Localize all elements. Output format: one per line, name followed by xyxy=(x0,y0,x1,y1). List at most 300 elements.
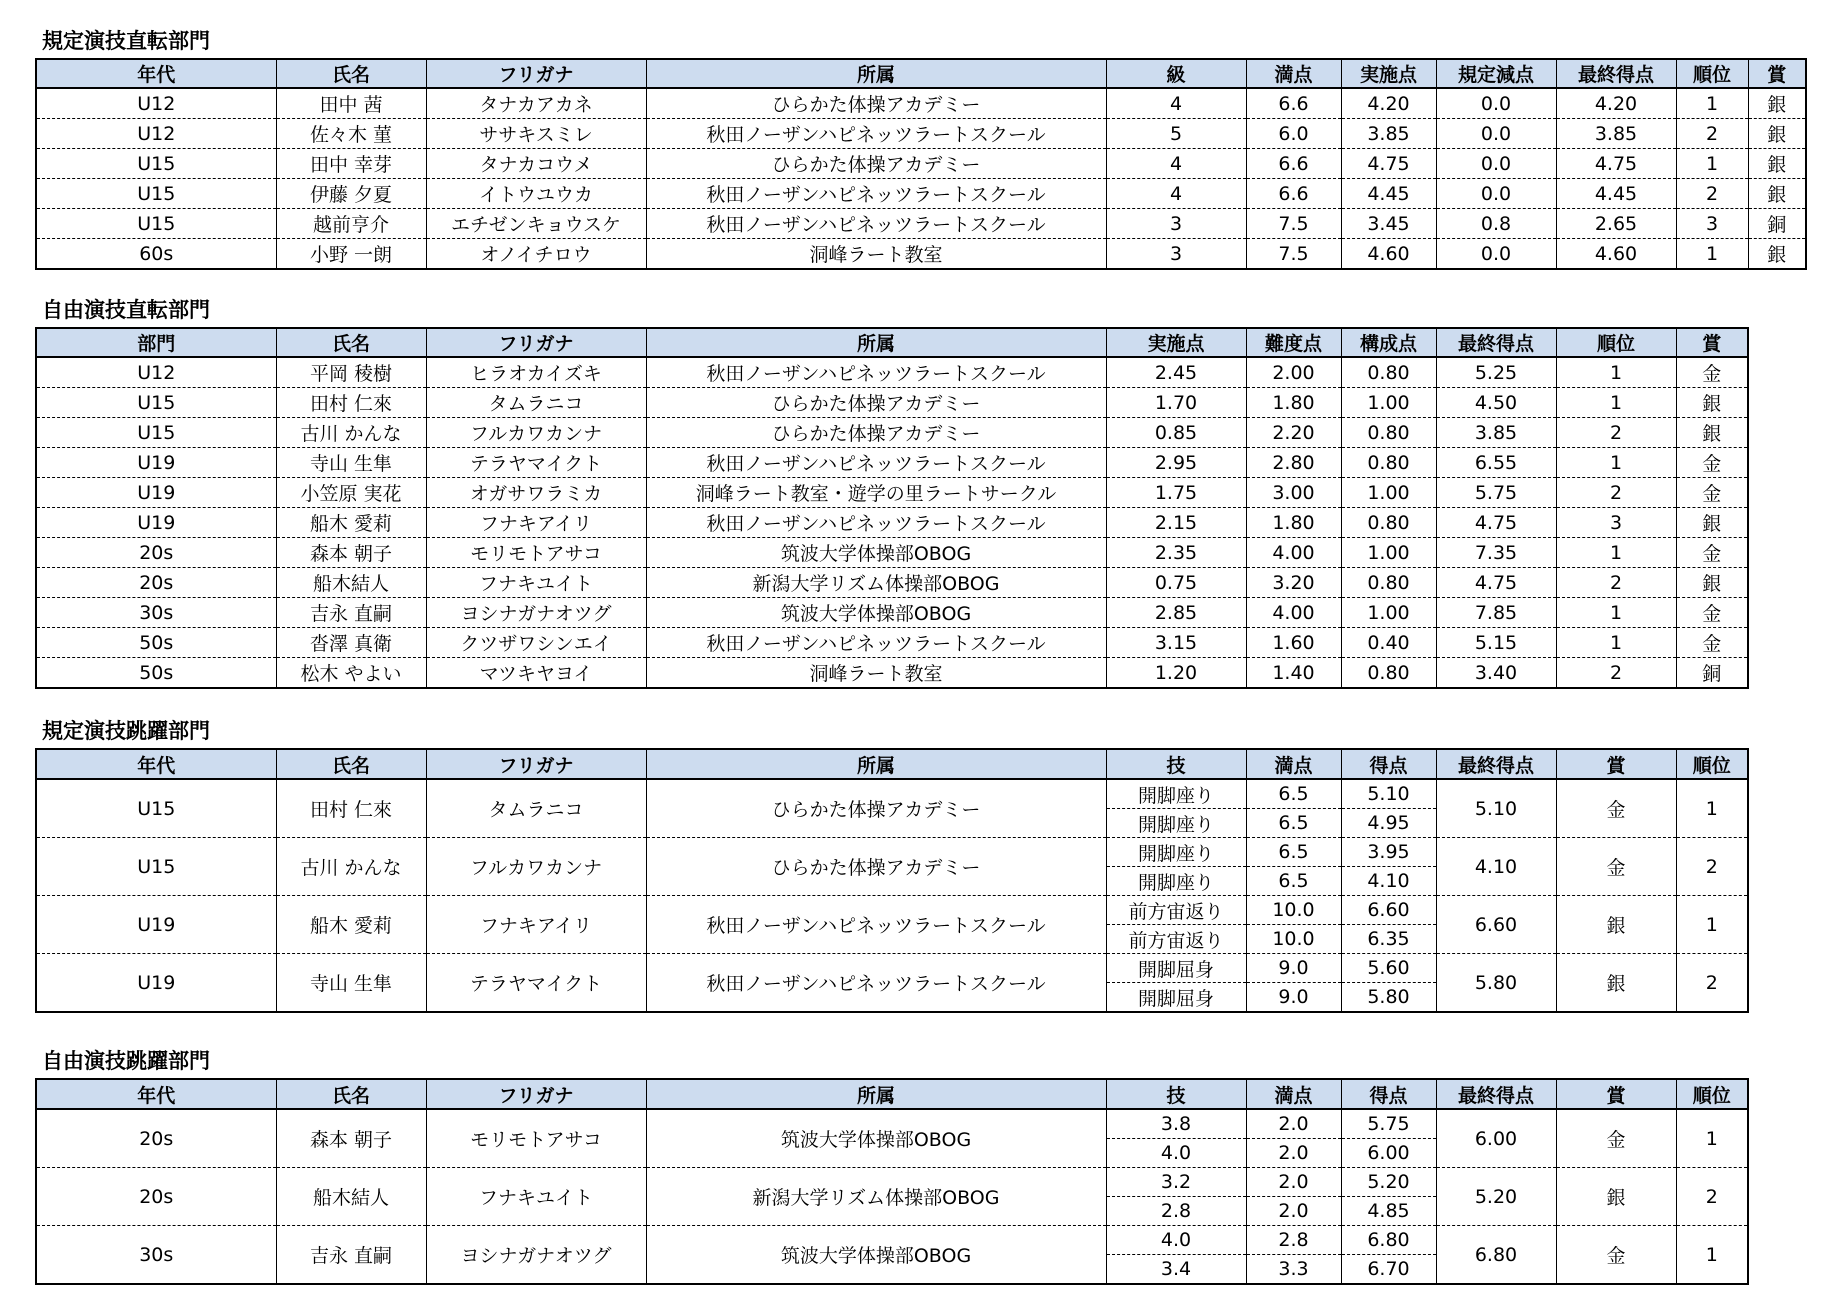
cell-rank: 2 xyxy=(1676,954,1748,1013)
cell-jump-score: 6.70 xyxy=(1341,1255,1436,1285)
header-row xyxy=(36,1079,1748,1109)
table-cell: 4.45 xyxy=(1556,179,1676,209)
cell-name: 寺山 生隼 xyxy=(276,954,426,1013)
table-cell: 2 xyxy=(1676,119,1748,149)
table-cell: 4.75 xyxy=(1341,149,1436,179)
table-cell: 60s xyxy=(36,239,276,270)
cell-jump-max: 10.0 xyxy=(1246,925,1341,954)
table-cell: 0.80 xyxy=(1341,418,1436,448)
table-cell: 平岡 稜樹 xyxy=(276,357,426,388)
cell-jump-score: 6.80 xyxy=(1341,1226,1436,1255)
table-cell: U12 xyxy=(36,357,276,388)
column-header: 最終得点 xyxy=(1436,749,1556,779)
table-cell: 筑波大学体操部OBOG xyxy=(646,538,1106,568)
table-cell: クツザワシンエイ xyxy=(426,628,646,658)
table-row xyxy=(36,1226,1748,1255)
table-cell: 6.6 xyxy=(1246,179,1341,209)
table-cell: 0.75 xyxy=(1106,568,1246,598)
table-row xyxy=(36,179,1806,209)
table-cell: 金 xyxy=(1676,478,1748,508)
cell-final: 6.80 xyxy=(1436,1226,1556,1285)
table-free-jump xyxy=(35,1078,1749,1285)
table-cell: 0.8 xyxy=(1436,209,1556,239)
table-cell: 銅 xyxy=(1748,209,1806,239)
cell-club: 筑波大学体操部OBOG xyxy=(646,1109,1106,1168)
table-cell: イトウユウカ xyxy=(426,179,646,209)
table-cell: 松木 やよい xyxy=(276,658,426,689)
table-cell: 5 xyxy=(1106,119,1246,149)
cell-jump-score: 5.60 xyxy=(1341,954,1436,983)
column-header: 実施点 xyxy=(1341,59,1436,88)
column-header: 年代 xyxy=(36,749,276,779)
table-cell: 0.0 xyxy=(1436,88,1556,119)
table-cell: ササキスミレ xyxy=(426,119,646,149)
cell-club: ひらかた体操アカデミー xyxy=(646,838,1106,896)
table-row xyxy=(36,538,1748,568)
table-cell: 3 xyxy=(1106,239,1246,270)
cell-jump-skill: 開脚屈身 xyxy=(1106,954,1246,983)
table-cell: 森本 朝子 xyxy=(276,538,426,568)
cell-club: 新潟大学リズム体操部OBOG xyxy=(646,1168,1106,1226)
table-row xyxy=(36,628,1748,658)
table-cell: U19 xyxy=(36,478,276,508)
cell-rank: 1 xyxy=(1676,1226,1748,1285)
cell-age: 30s xyxy=(36,1226,276,1285)
table-cell: 1 xyxy=(1556,538,1676,568)
table-cell: 銀 xyxy=(1748,179,1806,209)
table-cell: オノイチロウ xyxy=(426,239,646,270)
table-cell: 1 xyxy=(1556,388,1676,418)
table-cell: 1 xyxy=(1556,598,1676,628)
column-header: 氏名 xyxy=(276,328,426,357)
table-cell: 1 xyxy=(1556,357,1676,388)
table-cell: 小野 一朗 xyxy=(276,239,426,270)
column-header: 氏名 xyxy=(276,749,426,779)
table-cell: フルカワカンナ xyxy=(426,418,646,448)
cell-name: 船木 愛莉 xyxy=(276,896,426,954)
cell-club: ひらかた体操アカデミー xyxy=(646,779,1106,838)
table-cell: 1.20 xyxy=(1106,658,1246,689)
column-header: 得点 xyxy=(1341,1079,1436,1109)
table-cell: オガサワラミカ xyxy=(426,478,646,508)
table-cell: 6.0 xyxy=(1246,119,1341,149)
cell-jump-skill: 2.8 xyxy=(1106,1197,1246,1226)
cell-club: 秋田ノーザンハピネッツラートスクール xyxy=(646,896,1106,954)
table-cell: 2 xyxy=(1556,418,1676,448)
cell-age: U19 xyxy=(36,896,276,954)
column-header: 所属 xyxy=(646,59,1106,88)
table-row xyxy=(36,1168,1748,1197)
table-cell: 7.5 xyxy=(1246,209,1341,239)
cell-age: 20s xyxy=(36,1109,276,1168)
column-header: 順位 xyxy=(1676,59,1748,88)
cell-jump-max: 2.8 xyxy=(1246,1226,1341,1255)
cell-name: 古川 かんな xyxy=(276,838,426,896)
table-cell: 4.50 xyxy=(1436,388,1556,418)
table-cell: 1 xyxy=(1556,448,1676,478)
table-cell: 0.85 xyxy=(1106,418,1246,448)
cell-kana: フナキユイト xyxy=(426,1168,646,1226)
table-cell: 筑波大学体操部OBOG xyxy=(646,598,1106,628)
table-cell: U15 xyxy=(36,209,276,239)
table-cell: 4.00 xyxy=(1246,598,1341,628)
cell-kana: テラヤマイクト xyxy=(426,954,646,1013)
table-cell: タムラニコ xyxy=(426,388,646,418)
table-cell: 伊藤 夕夏 xyxy=(276,179,426,209)
table-cell: 1.80 xyxy=(1246,508,1341,538)
table-cell: U15 xyxy=(36,179,276,209)
cell-jump-max: 6.5 xyxy=(1246,838,1341,867)
table-cell: 銀 xyxy=(1748,119,1806,149)
cell-jump-max: 3.3 xyxy=(1246,1255,1341,1285)
table-cell: 2.45 xyxy=(1106,357,1246,388)
cell-jump-skill: 4.0 xyxy=(1106,1226,1246,1255)
table-cell: ヨシナガナオツグ xyxy=(426,598,646,628)
cell-kana: ヨシナガナオツグ xyxy=(426,1226,646,1285)
cell-kana: タムラニコ xyxy=(426,779,646,838)
cell-award: 金 xyxy=(1556,1226,1676,1285)
table-cell: 1.75 xyxy=(1106,478,1246,508)
table-row xyxy=(36,568,1748,598)
column-header: 満点 xyxy=(1246,59,1341,88)
column-header: 技 xyxy=(1106,1079,1246,1109)
cell-award: 銀 xyxy=(1556,896,1676,954)
table-cell: 銀 xyxy=(1676,388,1748,418)
column-header: 氏名 xyxy=(276,1079,426,1109)
table-cell: 秋田ノーザンハピネッツラートスクール xyxy=(646,209,1106,239)
table-cell: 新潟大学リズム体操部OBOG xyxy=(646,568,1106,598)
column-header: 順位 xyxy=(1556,328,1676,357)
table-row xyxy=(36,357,1748,388)
table-cell: 3.40 xyxy=(1436,658,1556,689)
table-cell: 秋田ノーザンハピネッツラートスクール xyxy=(646,119,1106,149)
cell-jump-skill: 開脚座り xyxy=(1106,779,1246,809)
section-title-free-straight: 自由演技直転部門 xyxy=(42,298,210,322)
column-header: 賞 xyxy=(1556,1079,1676,1109)
table-row xyxy=(36,658,1748,689)
table-cell: 古川 かんな xyxy=(276,418,426,448)
table-cell: 3.85 xyxy=(1341,119,1436,149)
table-cell: 0.80 xyxy=(1341,448,1436,478)
table-cell: 3.15 xyxy=(1106,628,1246,658)
table-cell: 7.5 xyxy=(1246,239,1341,270)
table-cell: 2.85 xyxy=(1106,598,1246,628)
cell-award: 銀 xyxy=(1556,954,1676,1013)
cell-rank: 2 xyxy=(1676,1168,1748,1226)
table-cell: 銀 xyxy=(1676,568,1748,598)
column-header: 最終得点 xyxy=(1556,59,1676,88)
table-cell: 0.80 xyxy=(1341,357,1436,388)
table-cell: 50s xyxy=(36,628,276,658)
column-header: 所属 xyxy=(646,1079,1106,1109)
table-cell: 1.80 xyxy=(1246,388,1341,418)
table-cell: 佐々木 菫 xyxy=(276,119,426,149)
cell-jump-max: 6.5 xyxy=(1246,867,1341,896)
table-cell: 秋田ノーザンハピネッツラートスクール xyxy=(646,357,1106,388)
cell-jump-score: 5.20 xyxy=(1341,1168,1436,1197)
cell-award: 銀 xyxy=(1556,1168,1676,1226)
table-cell: 4 xyxy=(1106,88,1246,119)
table-cell: 銀 xyxy=(1748,88,1806,119)
table-cell: 銀 xyxy=(1676,418,1748,448)
table-cell: 2.65 xyxy=(1556,209,1676,239)
cell-rank: 1 xyxy=(1676,779,1748,838)
table-cell: 50s xyxy=(36,658,276,689)
cell-jump-max: 6.5 xyxy=(1246,809,1341,838)
table-cell: 沓澤 真衛 xyxy=(276,628,426,658)
table-cell: ひらかた体操アカデミー xyxy=(646,388,1106,418)
table-cell: 0.0 xyxy=(1436,239,1556,270)
cell-jump-skill: 開脚座り xyxy=(1106,867,1246,896)
cell-final: 4.10 xyxy=(1436,838,1556,896)
column-header: 満点 xyxy=(1246,1079,1341,1109)
column-header: フリガナ xyxy=(426,59,646,88)
table-row xyxy=(36,478,1748,508)
column-header: 順位 xyxy=(1676,749,1748,779)
table-cell: 3 xyxy=(1106,209,1246,239)
table-cell: 田村 仁來 xyxy=(276,388,426,418)
cell-jump-max: 2.0 xyxy=(1246,1168,1341,1197)
column-header: 賞 xyxy=(1556,749,1676,779)
cell-jump-skill: 3.8 xyxy=(1106,1109,1246,1139)
table-cell: 2 xyxy=(1556,658,1676,689)
table-cell: テラヤマイクト xyxy=(426,448,646,478)
table-cell: 0.80 xyxy=(1341,658,1436,689)
table-cell: 6.55 xyxy=(1436,448,1556,478)
table-cell: 5.25 xyxy=(1436,357,1556,388)
table-cell: 1 xyxy=(1556,628,1676,658)
table-cell: 小笠原 実花 xyxy=(276,478,426,508)
table-row xyxy=(36,418,1748,448)
table-cell: 4.00 xyxy=(1246,538,1341,568)
table-cell: 洞峰ラート教室 xyxy=(646,658,1106,689)
column-header: 所属 xyxy=(646,328,1106,357)
table-cell: U15 xyxy=(36,149,276,179)
column-header: フリガナ xyxy=(426,1079,646,1109)
cell-jump-score: 6.60 xyxy=(1341,896,1436,925)
table-cell: 3.20 xyxy=(1246,568,1341,598)
table-row xyxy=(36,838,1748,867)
table-cell: 5.75 xyxy=(1436,478,1556,508)
table-cell: 銀 xyxy=(1748,149,1806,179)
table-compulsory-jump xyxy=(35,748,1749,1013)
table-cell: フナキアイリ xyxy=(426,508,646,538)
table-cell: 寺山 生隼 xyxy=(276,448,426,478)
cell-age: U19 xyxy=(36,954,276,1013)
table-cell: 1.00 xyxy=(1341,538,1436,568)
table-cell: 4.20 xyxy=(1341,88,1436,119)
table-cell: 0.0 xyxy=(1436,149,1556,179)
column-header: 難度点 xyxy=(1246,328,1341,357)
table-cell: 0.0 xyxy=(1436,179,1556,209)
table-cell: 船木結人 xyxy=(276,568,426,598)
table-cell: 1.00 xyxy=(1341,478,1436,508)
table-row xyxy=(36,598,1748,628)
cell-jump-max: 2.0 xyxy=(1246,1109,1341,1139)
cell-jump-skill: 前方宙返り xyxy=(1106,925,1246,954)
cell-jump-score: 5.75 xyxy=(1341,1109,1436,1139)
column-header: 技 xyxy=(1106,749,1246,779)
table-row xyxy=(36,508,1748,538)
table-cell: 洞峰ラート教室 xyxy=(646,239,1106,270)
table-cell: 30s xyxy=(36,598,276,628)
cell-award: 金 xyxy=(1556,838,1676,896)
column-header: 構成点 xyxy=(1341,328,1436,357)
table-row xyxy=(36,239,1806,270)
table-row xyxy=(36,1109,1748,1139)
cell-jump-skill: 4.0 xyxy=(1106,1139,1246,1168)
column-header: 最終得点 xyxy=(1436,1079,1556,1109)
cell-jump-skill: 3.4 xyxy=(1106,1255,1246,1285)
table-row xyxy=(36,149,1806,179)
table-cell: 3 xyxy=(1556,508,1676,538)
table-cell: 1 xyxy=(1676,239,1748,270)
table-cell: 1 xyxy=(1676,88,1748,119)
table-cell: 20s xyxy=(36,538,276,568)
table-cell: U15 xyxy=(36,418,276,448)
cell-kana: フルカワカンナ xyxy=(426,838,646,896)
cell-club: 筑波大学体操部OBOG xyxy=(646,1226,1106,1285)
table-cell: 0.80 xyxy=(1341,508,1436,538)
table-cell: 4.75 xyxy=(1556,149,1676,179)
table-cell: U19 xyxy=(36,508,276,538)
cell-final: 6.60 xyxy=(1436,896,1556,954)
column-header: 得点 xyxy=(1341,749,1436,779)
table-cell: タナカコウメ xyxy=(426,149,646,179)
column-header: 賞 xyxy=(1676,328,1748,357)
cell-final: 5.20 xyxy=(1436,1168,1556,1226)
table-cell: 4 xyxy=(1106,149,1246,179)
table-cell: U15 xyxy=(36,388,276,418)
table-cell: 3 xyxy=(1676,209,1748,239)
table-cell: 1.70 xyxy=(1106,388,1246,418)
table-cell: 1 xyxy=(1676,149,1748,179)
table-free-straight xyxy=(35,327,1749,689)
table-cell: 秋田ノーザンハピネッツラートスクール xyxy=(646,179,1106,209)
cell-jump-score: 5.80 xyxy=(1341,983,1436,1013)
header-row xyxy=(36,59,1806,88)
cell-jump-skill: 前方宙返り xyxy=(1106,896,1246,925)
table-cell: 20s xyxy=(36,568,276,598)
column-header: 年代 xyxy=(36,1079,276,1109)
table-cell: エチゼンキョウスケ xyxy=(426,209,646,239)
table-cell: 2.00 xyxy=(1246,357,1341,388)
table-cell: 4 xyxy=(1106,179,1246,209)
cell-rank: 1 xyxy=(1676,896,1748,954)
column-header: 順位 xyxy=(1676,1079,1748,1109)
table-cell: マツキヤヨイ xyxy=(426,658,646,689)
column-header: 年代 xyxy=(36,59,276,88)
table-row xyxy=(36,209,1806,239)
cell-award: 金 xyxy=(1556,779,1676,838)
cell-jump-score: 3.95 xyxy=(1341,838,1436,867)
table-cell: 2 xyxy=(1676,179,1748,209)
table-row xyxy=(36,954,1748,983)
cell-jump-max: 6.5 xyxy=(1246,779,1341,809)
column-header: フリガナ xyxy=(426,328,646,357)
section-title-free-jump: 自由演技跳躍部門 xyxy=(42,1049,210,1073)
table-cell: 4.20 xyxy=(1556,88,1676,119)
column-header: フリガナ xyxy=(426,749,646,779)
table-cell: 銅 xyxy=(1676,658,1748,689)
table-row xyxy=(36,388,1748,418)
cell-age: U15 xyxy=(36,838,276,896)
table-cell: 秋田ノーザンハピネッツラートスクール xyxy=(646,448,1106,478)
cell-jump-score: 4.95 xyxy=(1341,809,1436,838)
table-cell: 吉永 直嗣 xyxy=(276,598,426,628)
table-cell: タナカアカネ xyxy=(426,88,646,119)
cell-award: 金 xyxy=(1556,1109,1676,1168)
table-cell: 0.40 xyxy=(1341,628,1436,658)
table-cell: 7.35 xyxy=(1436,538,1556,568)
cell-name: 吉永 直嗣 xyxy=(276,1226,426,1285)
column-header: 満点 xyxy=(1246,749,1341,779)
table-row xyxy=(36,448,1748,478)
table-cell: 2 xyxy=(1556,478,1676,508)
header-row xyxy=(36,749,1748,779)
table-cell: 4.75 xyxy=(1436,568,1556,598)
cell-jump-score: 6.00 xyxy=(1341,1139,1436,1168)
section-title-compulsory-jump: 規定演技跳躍部門 xyxy=(42,719,210,743)
cell-jump-score: 4.85 xyxy=(1341,1197,1436,1226)
table-cell: 3.45 xyxy=(1341,209,1436,239)
table-cell: 金 xyxy=(1676,357,1748,388)
table-cell: 船木 愛莉 xyxy=(276,508,426,538)
table-cell: ひらかた体操アカデミー xyxy=(646,149,1106,179)
table-cell: 1.60 xyxy=(1246,628,1341,658)
table-cell: 4.60 xyxy=(1556,239,1676,270)
cell-jump-skill: 開脚屈身 xyxy=(1106,983,1246,1013)
table-cell: 洞峰ラート教室・遊学の里ラートサークル xyxy=(646,478,1106,508)
cell-jump-max: 9.0 xyxy=(1246,983,1341,1013)
cell-jump-max: 2.0 xyxy=(1246,1197,1341,1226)
table-cell: ひらかた体操アカデミー xyxy=(646,88,1106,119)
header-row xyxy=(36,328,1748,357)
cell-rank: 1 xyxy=(1676,1109,1748,1168)
table-cell: 金 xyxy=(1676,598,1748,628)
table-cell: 3.85 xyxy=(1556,119,1676,149)
cell-jump-skill: 開脚座り xyxy=(1106,809,1246,838)
table-cell: モリモトアサコ xyxy=(426,538,646,568)
cell-final: 6.00 xyxy=(1436,1109,1556,1168)
table-cell: 1.00 xyxy=(1341,598,1436,628)
table-cell: 5.15 xyxy=(1436,628,1556,658)
table-cell: 金 xyxy=(1676,628,1748,658)
column-header: 賞 xyxy=(1748,59,1806,88)
table-cell: 2.95 xyxy=(1106,448,1246,478)
cell-jump-score: 6.35 xyxy=(1341,925,1436,954)
table-cell: 田中 幸芽 xyxy=(276,149,426,179)
table-row xyxy=(36,896,1748,925)
table-cell: U12 xyxy=(36,119,276,149)
cell-rank: 2 xyxy=(1676,838,1748,896)
section-title-compulsory-straight: 規定演技直転部門 xyxy=(42,29,210,53)
table-cell: 銀 xyxy=(1676,508,1748,538)
cell-age: U15 xyxy=(36,779,276,838)
table-cell: 金 xyxy=(1676,448,1748,478)
table-cell: 6.6 xyxy=(1246,149,1341,179)
table-cell: 4.45 xyxy=(1341,179,1436,209)
table-cell: 0.80 xyxy=(1341,568,1436,598)
table-cell: 2.35 xyxy=(1106,538,1246,568)
table-cell: 秋田ノーザンハピネッツラートスクール xyxy=(646,628,1106,658)
table-cell: 銀 xyxy=(1748,239,1806,270)
cell-jump-score: 5.10 xyxy=(1341,779,1436,809)
cell-final: 5.10 xyxy=(1436,779,1556,838)
column-header: 所属 xyxy=(646,749,1106,779)
table-cell: ひらかた体操アカデミー xyxy=(646,418,1106,448)
table-cell: 越前亨介 xyxy=(276,209,426,239)
